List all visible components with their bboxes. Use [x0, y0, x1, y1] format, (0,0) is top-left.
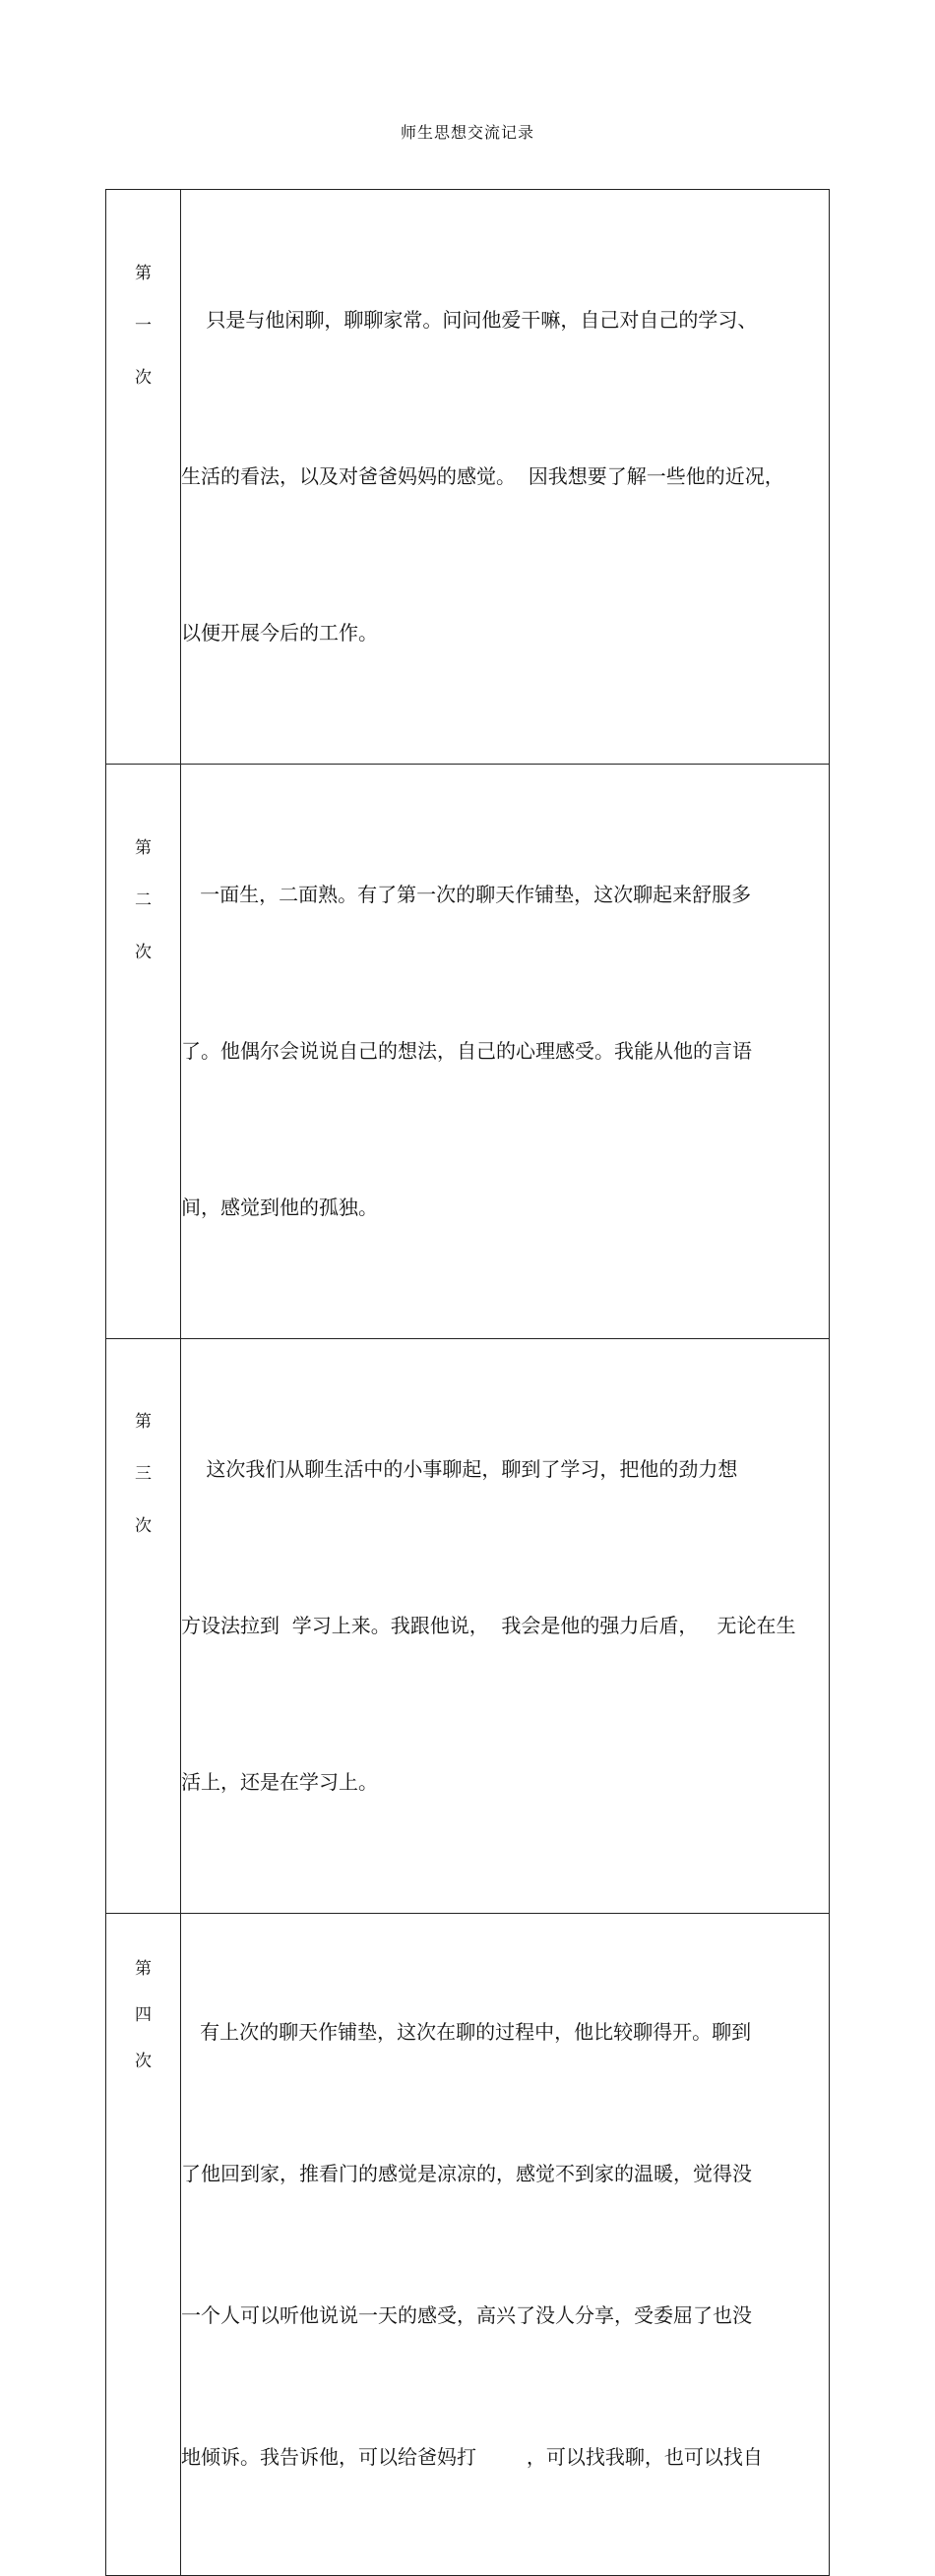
record-label-char: 次 — [135, 942, 152, 962]
record-label-char: 次 — [135, 2051, 152, 2071]
record-label-char: 三 — [135, 1464, 152, 1484]
record-label-char: 四 — [135, 2004, 152, 2025]
record-label-char: 一 — [135, 315, 152, 336]
record-label-char: 第 — [135, 263, 152, 283]
record-label-cell — [106, 1339, 181, 1914]
record-content-cell — [181, 1339, 830, 1914]
record-content-cell — [181, 190, 830, 765]
record-line: 活上，还是在学习上。 — [181, 1770, 378, 1794]
record-line: 间，感觉到他的孤独。 — [181, 1196, 378, 1219]
record-label-char: 次 — [135, 1516, 152, 1536]
record-line: 有上次的聊天作铺垫，这次在聊的过程中，他比较聊得开。聊到 — [181, 2020, 752, 2044]
page-title: 师生思想交流记录 — [400, 123, 534, 142]
record-line: 只是与他闲聊，聊聊家常。问问他爱干嘛，自己对自己的学习、 — [181, 308, 758, 332]
record-line: 以便开展今后的工作。 — [181, 621, 378, 644]
record-label-char: 第 — [135, 837, 152, 858]
table-row — [106, 1339, 830, 1914]
record-line: 生活的看法，以及对爸爸妈妈的感觉。 因我想要了解一些他的近况， — [181, 464, 784, 488]
table-row — [106, 765, 830, 1339]
record-label-cell — [106, 1914, 181, 2576]
table-row — [106, 1914, 830, 2576]
record-label-char: 二 — [135, 889, 152, 910]
record-line: 方设法拉到 学习上来。我跟他说， 我会是他的强力后盾， 无论在生 — [181, 1614, 796, 1637]
record-line: 这次我们从聊生活中的小事聊起，聊到了学习，把他的劲力想 — [181, 1457, 738, 1481]
record-label-char: 次 — [135, 367, 152, 388]
record-label-cell — [106, 190, 181, 765]
record-content-cell — [181, 765, 830, 1339]
record-label-cell — [106, 765, 181, 1339]
record-line: 地倾诉。我告诉他，可以给爸妈打 ，可以找我聊，也可以找自 — [181, 2445, 763, 2469]
record-line: 了他回到家，推看门的感觉是凉凉的，感觉不到家的温暖，觉得没 — [181, 2162, 752, 2185]
record-line: 了。他偶尔会说说自己的想法，自己的心理感受。我能从他的言语 — [181, 1039, 752, 1063]
record-table — [105, 189, 830, 2576]
record-line: 一个人可以听他说说一天的感受，高兴了没人分享，受委屈了也没 — [181, 2303, 752, 2327]
record-line: 一面生，二面熟。有了第一次的聊天作铺垫，这次聊起来舒服多 — [181, 883, 752, 906]
record-label-char: 第 — [135, 1958, 152, 1979]
record-label-char: 第 — [135, 1412, 152, 1432]
record-content-cell — [181, 1914, 830, 2576]
table-row — [106, 190, 830, 765]
